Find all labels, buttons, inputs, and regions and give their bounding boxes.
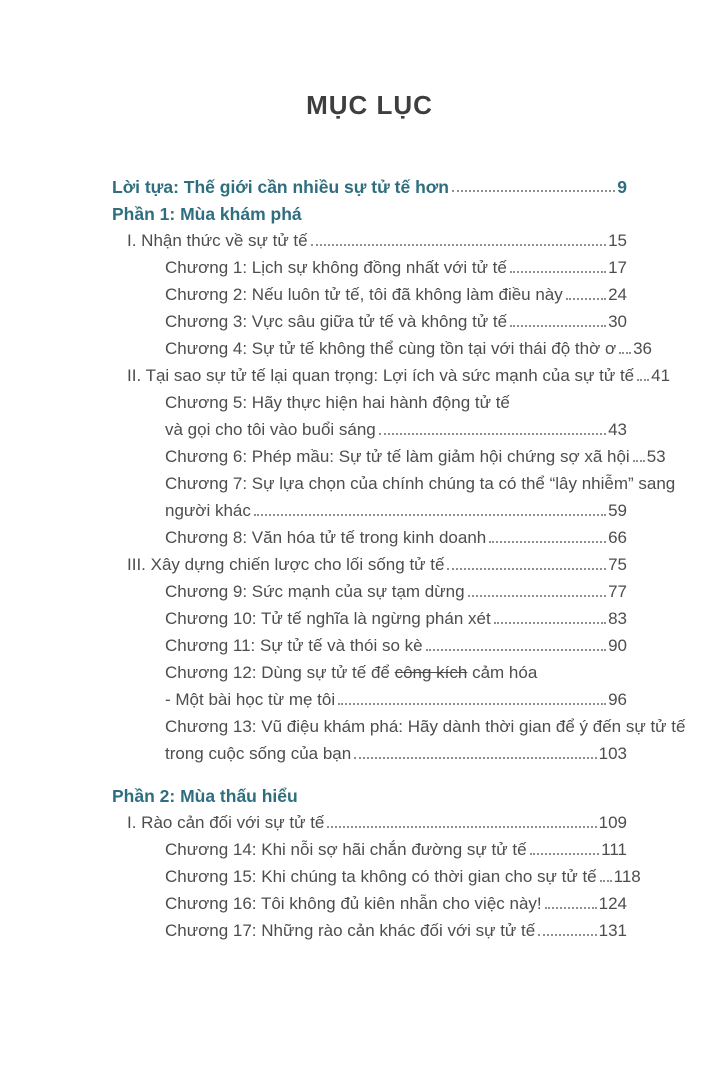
dot-leader [494, 622, 606, 624]
toc-list [112, 177, 686, 940]
dot-leader [447, 568, 606, 570]
toc-entry-page: 43 [608, 420, 627, 439]
toc-entry [112, 556, 627, 574]
toc-entry [112, 502, 627, 520]
toc-entry [112, 529, 627, 547]
toc-entry-text: Chương 8: Văn hóa tử tế trong kinh doanh [165, 528, 487, 547]
toc-entry-text: Chương 16: Tôi không đủ kiên nhẫn cho việc này! [165, 894, 542, 913]
dot-leader [510, 271, 606, 273]
dot-leader [426, 649, 606, 651]
dot-leader [619, 352, 631, 354]
toc-entry-text: Chương 3: Vực sâu giữa tử tế và không tử tế [165, 312, 508, 331]
toc-entry-text [165, 664, 537, 682]
toc-entry [112, 421, 627, 439]
toc-entry-page: 24 [608, 285, 627, 304]
toc-entry-text: Chương 15: Khi chúng ta không có thời gian cho sự tử tế [165, 867, 597, 886]
toc-entry-page: 109 [598, 813, 627, 832]
toc-entry [112, 339, 653, 358]
toc-entry-text: - Một bài học từ mẹ tôi [165, 690, 336, 709]
toc-entry-text: Chương 13: Vũ điệu khám phá: Hãy dành thời gian để ý đến sự tử tế [165, 717, 686, 736]
dot-leader [510, 325, 606, 327]
dot-leader [254, 514, 606, 516]
toc-entry [112, 691, 627, 709]
toc-entry-page: 66 [608, 528, 627, 547]
toc-entry-text: người khác [165, 501, 251, 520]
toc-entry-page: 90 [608, 636, 627, 655]
toc-entry [112, 447, 666, 466]
dot-leader [452, 190, 615, 192]
toc-entry-text-struck: công kích [394, 663, 468, 682]
toc-entry-page: 124 [598, 894, 627, 913]
toc-entry-text: và gọi cho tôi vào buổi sáng [165, 420, 376, 439]
dot-leader [354, 757, 596, 759]
toc-entry-page: 75 [608, 555, 627, 574]
toc-entry [112, 259, 627, 277]
toc-entry-page: 77 [608, 582, 627, 601]
toc-entry-text: Phần 2: Mùa thấu hiểu [112, 786, 298, 806]
toc-entry [112, 745, 627, 763]
toc-entry-text: Chương 10: Tử tế nghĩa là ngừng phán xét [165, 609, 491, 628]
toc-entry-page: 111 [601, 840, 627, 859]
dot-leader [633, 460, 645, 462]
dot-leader [489, 541, 606, 543]
dot-leader [379, 433, 606, 435]
toc-entry [112, 313, 627, 331]
toc-entry [112, 394, 627, 412]
toc-entry-page: 9 [617, 177, 627, 197]
toc-entry-page: 53 [646, 447, 666, 466]
toc-entry-text: Chương 14: Khi nỗi sợ hãi chắn đường sự tử tế [165, 840, 527, 859]
toc-entry [112, 922, 627, 940]
toc-entry [112, 286, 627, 304]
toc-entry [112, 366, 671, 385]
dot-leader [545, 907, 597, 909]
toc-entry-page: 30 [608, 312, 627, 331]
dot-leader [338, 703, 606, 705]
toc-entry-text: I. Nhận thức về sự tử tế [127, 231, 308, 250]
dot-leader [530, 853, 600, 855]
toc-entry-text: Chương 5: Hãy thực hiện hai hành động tử tế [165, 393, 510, 412]
toc-entry [112, 664, 627, 682]
toc-entry [112, 841, 627, 859]
toc-entry-text: trong cuộc sống của bạn [165, 744, 352, 763]
dot-leader [468, 595, 607, 597]
toc-entry [112, 232, 627, 250]
toc-entry-text-segment: cảm hóa [467, 663, 538, 682]
toc-entry [112, 205, 627, 223]
toc-entry-page: 17 [608, 258, 627, 277]
dot-leader [327, 826, 596, 828]
toc-entry-text: Chương 2: Nếu luôn tử tế, tôi đã không làm điều này [165, 285, 563, 304]
toc-entry-text: II. Tại sao sự tử tế lại quan trọng: Lợi ích và sức mạnh của sự tử tế [127, 366, 635, 385]
toc-entry-text: Lời tựa: Thế giới cần nhiều sự tử tế hơn [112, 177, 449, 197]
toc-entry-text-segment: Chương 12: Dùng sự tử tế để [165, 663, 395, 682]
toc-entry-page: 103 [598, 744, 627, 763]
toc-entry-page: 41 [651, 366, 671, 385]
toc-entry-page: 131 [598, 921, 627, 940]
toc-entry-text: Chương 4: Sự tử tế không thể cùng tồn tại với thái độ thờ ơ [165, 339, 617, 358]
dot-leader [600, 880, 612, 882]
toc-entry-page: 96 [608, 690, 627, 709]
toc-entry [112, 583, 627, 601]
toc-entry-text: I. Rào cản đối với sự tử tế [127, 813, 325, 832]
toc-entry-text: Chương 9: Sức mạnh của sự tạm dừng [165, 582, 465, 601]
toc-entry [112, 474, 676, 493]
toc-entry [112, 787, 627, 805]
toc-entry-text: Phần 1: Mùa khám phá [112, 204, 302, 224]
dot-leader [637, 379, 649, 381]
toc-entry [112, 895, 627, 913]
toc-entry [112, 610, 627, 628]
toc-entry-page: 59 [608, 501, 627, 520]
toc-entry-page: 15 [608, 231, 627, 250]
toc-entry [112, 637, 627, 655]
toc-entry [112, 814, 627, 832]
toc-entry-text: Chương 1: Lịch sự không đồng nhất với tử tế [165, 258, 507, 277]
toc-entry-text: III. Xây dựng chiến lược cho lối sống tử tế [127, 555, 445, 574]
toc-entry [112, 717, 686, 736]
toc-entry-page: 36 [633, 339, 653, 358]
toc-entry-text: Chương 7: Sự lựa chọn của chính chúng ta có thể “lây nhiễm” sang [165, 474, 676, 493]
toc-entry-text: Chương 17: Những rào cản khác đối với sự tử tế [165, 921, 536, 940]
toc-entry [112, 178, 627, 196]
toc-entry-text: Chương 6: Phép mầu: Sự tử tế làm giảm hội chứng sợ xã hội [165, 447, 630, 466]
toc-entry-page: 118 [613, 867, 641, 886]
dot-leader [538, 934, 596, 936]
toc-entry-page: 83 [608, 609, 627, 628]
page-title: MỤC LỤC [306, 90, 433, 120]
dot-leader [311, 244, 606, 246]
toc-entry [112, 867, 641, 886]
toc-entry-text: Chương 11: Sự tử tế và thói so kè [165, 636, 423, 655]
dot-leader [566, 298, 606, 300]
